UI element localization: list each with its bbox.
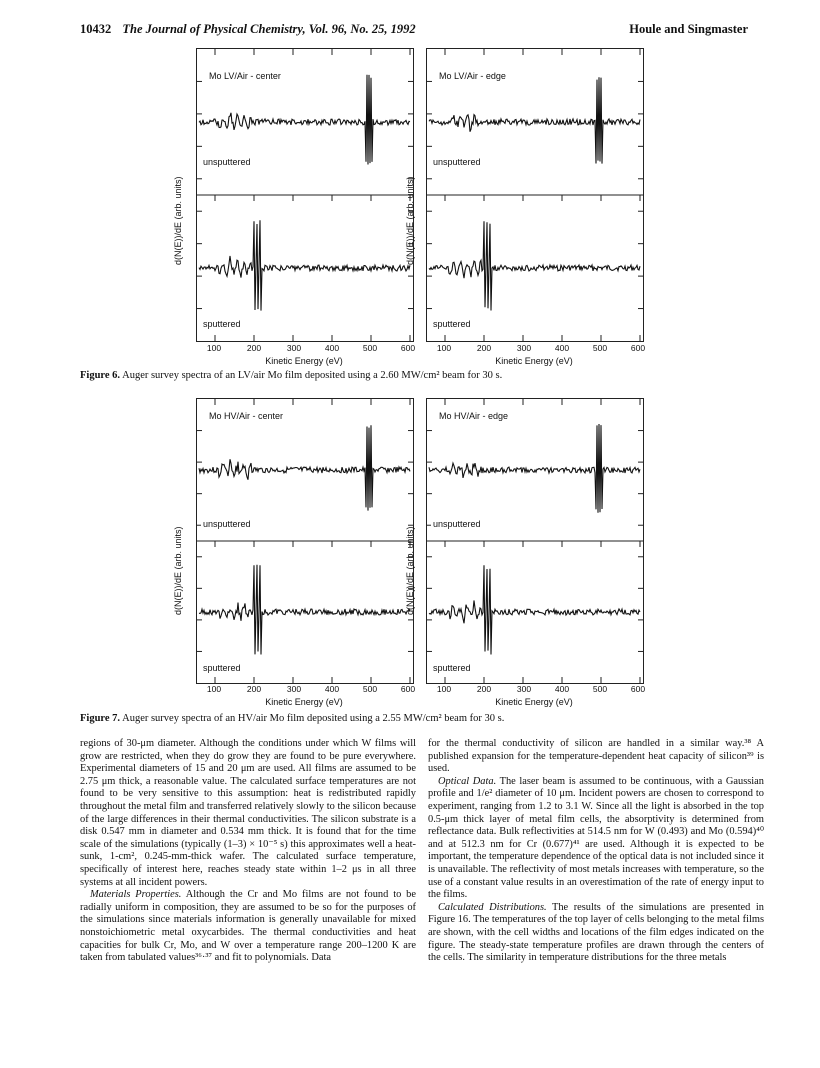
- tick-label: 100: [436, 684, 452, 694]
- fig6-left-top-label: unsputtered: [203, 157, 251, 167]
- fig6-caption-label: Figure 6.: [80, 370, 121, 381]
- sputtered-trace: [429, 565, 640, 654]
- tick-label: 100: [206, 684, 222, 694]
- paragraph: regions of 30-μm diameter. Although the conditions under which W films will grow are restricted, when they do grow they are found to be pure everywhere. Experimental diameters of 15 and 20 μm are used. All films are assumed to be 2.75 μm thick, a reasonable value. The calculated surface temperatures are not found to be very sensitive to this assumption: heat is redistributed rapidly throughout the metal film and transferred relatively slowly to the silicon because of the large differences in their thermal conductivities. The silicon substrate is a disk 0.547 mm in diameter and 0.534 mm thick. It is found that for the time scale of the simulations (typically (1–3) × 10⁻⁵ s) this approximates well a heat-sunk, 1-cm², 0.245-mm-thick wafer. The calculated surface temperature, specifically of interest here, reaches steady state within 1–2 μs in all three systems at all incident powers.: [80, 738, 416, 888]
- paragraph-text: The laser beam is assumed to be continuous, with a Gaussian profile and 1/e² diameter of 10 μm. Incident powers are chosen to correspond to experiment, ranging from 1.2 to 3.1 W. Since all the light is absorbed in the top 0.5-μm thick layer of metal film cells, the absorptivity is determined from reflectance data. Bulk reflectivities at 514.5 nm for W (0.493) and Mo (0.594)⁴⁰ and at 512.3 nm for Cr (0.677)⁴¹ are used. Although it is expected to be important, the temperature dependence of the optical data is not included since it is unavailable. The reflectivity of most metals increases with temperature, so the use of a constant value results in an overestimation of the rate of energy input to the films.: [428, 775, 764, 901]
- tick-label: 100: [436, 343, 452, 353]
- section-heading: Calculated Distributions.: [438, 901, 547, 913]
- paragraph-text: The results of the simulations are presented in Figure 16. The temperatures of the top layer of cells belonging to the metal films are shown, with the cell widths and locations of the film edges indicated on the figure. The steady-state temperature profiles are drawn through the centers of the cells. The similarity in temperature distributions for the three metals: [428, 901, 764, 964]
- fig7-right-xlabel: Kinetic Energy (eV): [495, 697, 573, 707]
- fig6-right-bottom-label: sputtered: [433, 319, 471, 329]
- fig7-right-ylabel: d(N(E))/dE (arb. units): [405, 526, 415, 615]
- section-heading: Optical Data.: [438, 775, 497, 787]
- fig7-right-spectra: [427, 399, 643, 683]
- tick-label: 500: [362, 684, 378, 694]
- tick-label: 600: [400, 343, 416, 353]
- fig7-left-ylabel: d(N(E))/dE (arb. units): [173, 526, 183, 615]
- fig7-caption-text: Auger survey spectra of an HV/air Mo film deposited using a 2.55 MW/cm² beam for 30 s.: [122, 713, 505, 724]
- running-head: [80, 22, 416, 37]
- fig6-right-panel: [426, 48, 644, 342]
- paragraph: [428, 902, 764, 965]
- paragraph: for the thermal conductivity of silicon are handled in a similar way.³⁸ A published expansion for the temperature-dependent heat capacity of silicon³⁹ is used.: [428, 738, 764, 775]
- fig7-left-bottom-label: sputtered: [203, 663, 241, 673]
- fig6-right-xticks: [426, 343, 646, 355]
- tick-label: 600: [630, 684, 646, 694]
- author-names: Houle and Singmaster: [629, 22, 748, 36]
- fig6-right-title: Mo LV/Air - edge: [439, 71, 506, 81]
- tick-label: 500: [592, 343, 608, 353]
- fig7-caption: [80, 713, 770, 724]
- fig7-left-xticks: [196, 684, 416, 696]
- sputtered-trace: [199, 565, 410, 655]
- paragraph: [80, 889, 416, 965]
- tick-label: 300: [516, 343, 532, 353]
- tick-label: 500: [592, 684, 608, 694]
- fig7-right-top-label: unsputtered: [433, 519, 481, 529]
- fig6-left-xticks: [196, 343, 416, 355]
- sputtered-trace: [429, 221, 640, 310]
- fig7-left-spectra: [197, 399, 413, 683]
- tick-label: 100: [206, 343, 222, 353]
- fig7-right-xticks: [426, 684, 646, 696]
- fig6-left-ylabel: d(N(E))/dE (arb. units): [173, 176, 183, 265]
- paragraph-text: Although the Cr and Mo films are not found to be radially uniform in composition, they are assumed to be so for the purposes of the simulations since materials information is generally unavailable for mixed nonstoichiometric metal oxycarbides. The thermal conductivities and heat capacities for bulk Cr, Mo, and W over a temperature range 200–1200 K are taken from tabulated values³⁶·³⁷ and fit to polynomials. Data: [80, 889, 416, 964]
- sputtered-trace: [199, 220, 410, 310]
- fig6-caption-text: Auger survey spectra of an LV/air Mo film deposited using a 2.60 MW/cm² beam for 30 s.: [122, 370, 503, 381]
- page-number: 10432: [80, 22, 112, 36]
- tick-label: 200: [476, 684, 492, 694]
- tick-label: 500: [362, 343, 378, 353]
- fig7-left-panel: [196, 398, 414, 684]
- fig6-right-xlabel: Kinetic Energy (eV): [495, 356, 573, 366]
- tick-label: 600: [400, 684, 416, 694]
- tick-label: 300: [286, 684, 302, 694]
- unsputtered-trace: [429, 77, 640, 163]
- tick-label: 400: [324, 343, 340, 353]
- tick-label: 400: [324, 684, 340, 694]
- section-heading: Materials Properties.: [90, 889, 182, 901]
- fig6-caption: [80, 370, 770, 381]
- fig6-left-title: Mo LV/Air - center: [209, 71, 281, 81]
- fig6-right-spectra: [427, 49, 643, 341]
- fig7-left-top-label: unsputtered: [203, 519, 251, 529]
- tick-label: 400: [554, 343, 570, 353]
- paragraph: [428, 776, 764, 902]
- fig6-left-bottom-label: sputtered: [203, 319, 241, 329]
- fig7-right-bottom-label: sputtered: [433, 663, 471, 673]
- unsputtered-trace: [199, 75, 410, 165]
- tick-label: 300: [286, 343, 302, 353]
- fig6-right-ylabel: d(N(E))/dE (arb. units): [405, 176, 415, 265]
- tick-label: 200: [246, 684, 262, 694]
- unsputtered-trace: [199, 425, 410, 510]
- fig7-left-xlabel: Kinetic Energy (eV): [265, 697, 343, 707]
- tick-label: 300: [516, 684, 532, 694]
- fig7-right-title: Mo HV/Air - edge: [439, 411, 509, 421]
- fig6-left-xlabel: Kinetic Energy (eV): [265, 356, 343, 366]
- page-header: [80, 22, 748, 40]
- fig6-right-top-label: unsputtered: [433, 157, 481, 167]
- tick-label: 600: [630, 343, 646, 353]
- journal-citation: The Journal of Physical Chemistry, Vol. 96, No. 25, 1992: [122, 22, 416, 36]
- fig6-left-spectra: [197, 49, 413, 341]
- unsputtered-trace: [429, 424, 640, 513]
- fig7-left-title: Mo HV/Air - center: [209, 411, 284, 421]
- fig7-right-panel: [426, 398, 644, 684]
- right-text-column: [428, 738, 764, 965]
- fig6-left-panel: [196, 48, 414, 342]
- tick-label: 200: [246, 343, 262, 353]
- fig7-caption-label: Figure 7.: [80, 713, 121, 724]
- left-text-column: [80, 738, 416, 965]
- tick-label: 400: [554, 684, 570, 694]
- tick-label: 200: [476, 343, 492, 353]
